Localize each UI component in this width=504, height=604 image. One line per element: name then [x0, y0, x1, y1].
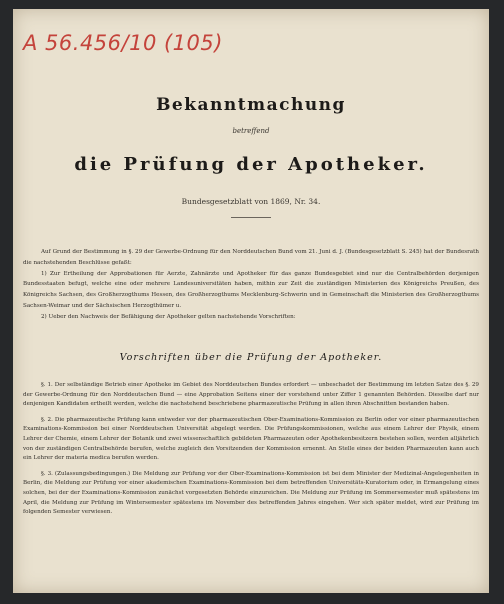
section-title: Vorschriften über die Prüfung der Apotheker.	[119, 352, 383, 363]
paragraph-section-2: §. 2. Die pharmazeutische Prüfung kann entweder vor der pharmazeutischen Ober-Examinations-Kommission zu Berlin oder vor einer pharmazeutischen Examinations-Kommission bei einer Norddeutschen Universität abgelegt werden. Die Prüfungskommissionen, welche aus einem Lehrer der Physik, einem Lehrer der Chemie, einem Lehrer der Botanik und zwei wissenschaftlich gebildeten Pharmazeuten oder Apothekenbesitzern bestehen sollen, werden alljährlich von der zuständigen Centralbehörde berufen, welche zugleich den Vorsitzenden der Kommission ernennt. An Stelle eines der beiden Pharmazeuten kann auch ein Lehrer der materia medica berufen werden.	[23, 416, 479, 462]
paragraph-section-3: §. 3. (Zulassungsbedingungen.) Die Meldung zur Prüfung vor der Ober-Examinations-Kommission ist bei dem Minister der Medizinal-Angelegenheiten in Berlin, die Meldung zur Prüfung vor einer akademischen Examinations-Kommission bei dem betreffenden Universitäts-Kuratorium oder, in Ermangelung eines solchen, bei der der Examinations-Kommission zunächst vorgesetzten Behörde einzureichen. Die Meldung zur Prüfung im Sommersemester muß spätestens im April, die Meldung zur Prüfung im Wintersemester spätestens im November des betreffenden Jahres eingehen. Wer sich später meldet, wird zur Prüfung im folgenden Semester verwiesen.	[23, 470, 479, 516]
intro-item-2: 2) Ueber den Nachweis der Befähigung der Apotheker gelten nachstehende Vorschriften:	[41, 313, 296, 320]
intro-item-1: 1) Zur Ertheilung der Approbationen für Aerzte, Zahnärzte und Apotheker für das ganze Bundesgebiet sind nur die Centralbehörden derjenigen Bundesstaaten befugt, welche eine oder mehrere Landesuniversitäten haben, mithin zur Zeit die zuständigen Ministerien des Königreichs Preußen, des Königreichs Sachsen, des Großherzogthums Hessen, des Großherzogthums Mecklenburg-Schwerin und in Gemeinschaft die Ministerien des Großherzogthums Sachsen-Weimar und der Sächsischen Herzogthümer u.	[23, 270, 479, 309]
intro-block	[23, 247, 479, 323]
document-subtitle: betreffend	[232, 127, 270, 135]
source-reference: Bundesgesetzblatt von 1869, Nr. 34.	[181, 197, 321, 206]
document-main-title: die Prüfung der Apotheker.	[74, 154, 428, 175]
document-title: Bekanntmachung	[156, 95, 346, 115]
intro-paragraph: Auf Grund der Bestimmung in §. 29 der Gewerbe-Ordnung für den Norddeutschen Bund vom 21. Juni d. J. (Bundesgesetzblatt S. 245) hat der Bundesrath die nachstehenden Beschlüsse gefaßt:	[23, 249, 479, 266]
shelfmark-annotation: A 56.456/10 (105)	[23, 31, 223, 55]
paragraph-section-1: §. 1. Der selbständige Betrieb einer Apotheke im Gebiet des Norddeutschen Bundes erfordert — unbeschadet der Bestimmung im letzten Satze des §. 29 der Gewerbe-Ordnung für den Norddeutschen Bund — eine Approbation Seitens einer der vorstehend unter Ziffer 1 genannten Behörden. Dieselbe darf nur denjenigen Kandidaten ertheilt werden, welche die nachstehend beschriebene pharmazeutische Prüfung in allen ihren Abschnitten bestanden haben.	[23, 382, 479, 408]
document-page	[13, 9, 489, 593]
divider	[231, 217, 271, 218]
regulations-body	[23, 381, 479, 524]
